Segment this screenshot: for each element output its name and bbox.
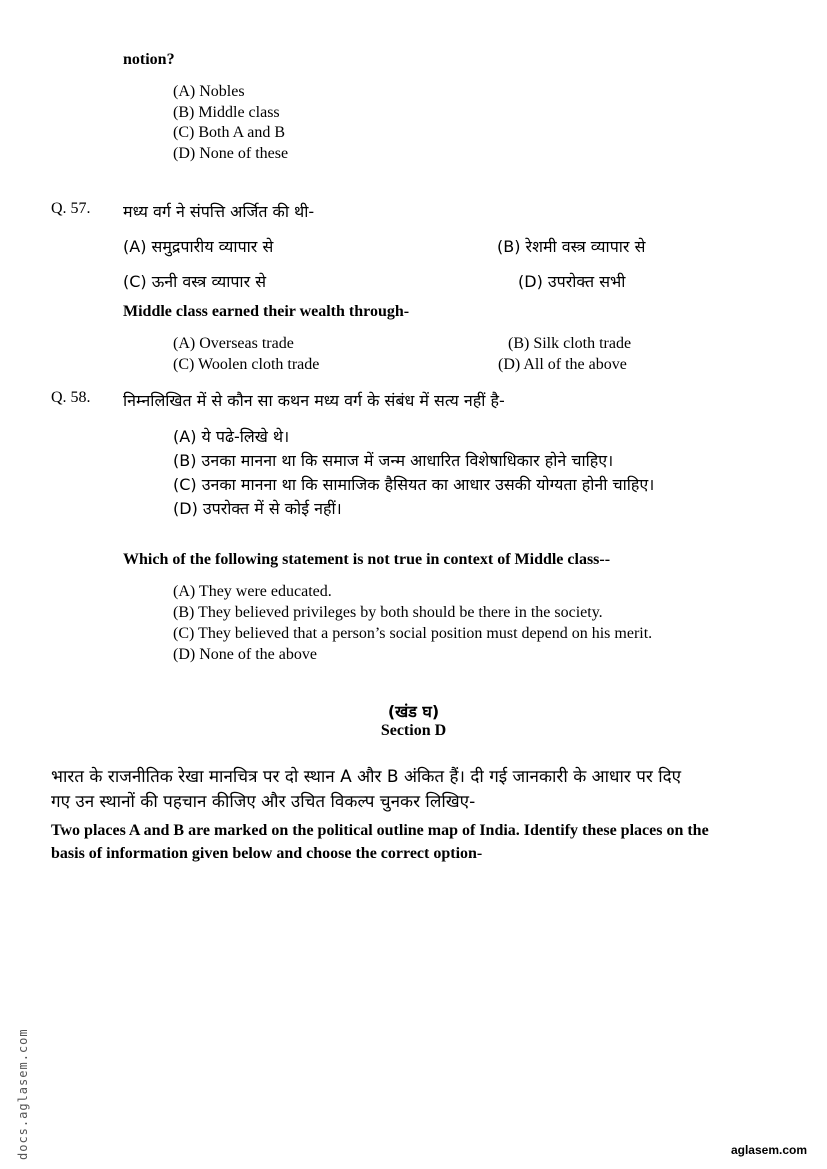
q56-option-c: (C) Both A and B — [173, 124, 286, 141]
q56-option-d: (D) None of these — [173, 145, 289, 162]
q58-stem-en: Which of the following statement is not true in context of Middle class-- — [123, 551, 611, 568]
q57-stem-hi: मध्य वर्ग ने संपत्ति अर्जित की थी- — [123, 202, 315, 221]
q58-option-hi-a: (A) ये पढे-लिखे थे। — [173, 427, 290, 446]
q58-option-hi-b: (B) उनका मानना था कि समाज में जन्म आधारित विशेषाधिकार होने चाहिए। — [173, 451, 614, 470]
q57-option-en-d: (D) All of the above — [498, 356, 627, 373]
q57-stem-en: Middle class earned their wealth through- — [123, 303, 410, 320]
side-watermark: docs.aglasem.com — [16, 1028, 30, 1160]
q58-option-en-d: (D) None of the above — [173, 646, 317, 663]
q58-stem-hi: निम्नलिखित में से कौन सा कथन मध्य वर्ग के संबंध में सत्य नहीं है- — [123, 391, 505, 410]
q58-option-en-c: (C) They believed that a person’s social position must depend on his merit. — [173, 625, 653, 642]
q58-option-hi-c: (C) उनका मानना था कि सामाजिक हैसियत का आधार उसकी योग्यता होनी चाहिए। — [173, 475, 655, 494]
q56-option-a: (A) Nobles — [173, 83, 245, 100]
q58-option-en-b: (B) They believed privileges by both should be there in the society. — [173, 604, 603, 621]
footer-brand: aglasem.com — [730, 1143, 807, 1157]
section-d-instruction-hi-2: गए उन स्थानों की पहचान कीजिए और उचित विकल्प चुनकर लिखिए- — [51, 792, 476, 812]
section-d-instruction-hi-1: भारत के राजनीतिक रेखा मानचित्र पर दो स्थान A और B अंकित हैं। दी गई जानकारी के आधार पर दिए — [51, 767, 682, 787]
q58-number: Q. 58. — [51, 389, 91, 406]
q57-option-en-c: (C) Woolen cloth trade — [173, 356, 320, 373]
section-d-instruction-en-2: basis of information given below and choose the correct option- — [51, 845, 483, 862]
q57-option-hi-c: (C) ऊनी वस्त्र व्यापार से — [123, 272, 267, 291]
section-d-instruction-en-1: Two places A and B are marked on the political outline map of India. Identify these places on the — [51, 822, 709, 839]
q56-stem-tail: notion? — [123, 51, 175, 68]
section-d-title-hi: (खंड घ) — [387, 702, 440, 721]
q57-number: Q. 57. — [51, 200, 91, 217]
q58-option-hi-d: (D) उपरोक्त में से कोई नहीं। — [173, 499, 342, 518]
q57-option-hi-a: (A) समुद्रपारीय व्यापार से — [123, 237, 274, 256]
section-d-title-en: Section D — [380, 722, 447, 739]
q57-option-hi-b: (B) रेशमी वस्त्र व्यापार से — [497, 237, 646, 256]
q57-option-en-b: (B) Silk cloth trade — [508, 335, 632, 352]
q56-option-b: (B) Middle class — [173, 104, 280, 121]
q57-option-en-a: (A) Overseas trade — [173, 335, 294, 352]
q57-option-hi-d: (D) उपरोक्त सभी — [518, 272, 626, 291]
q58-option-en-a: (A) They were educated. — [173, 583, 332, 600]
